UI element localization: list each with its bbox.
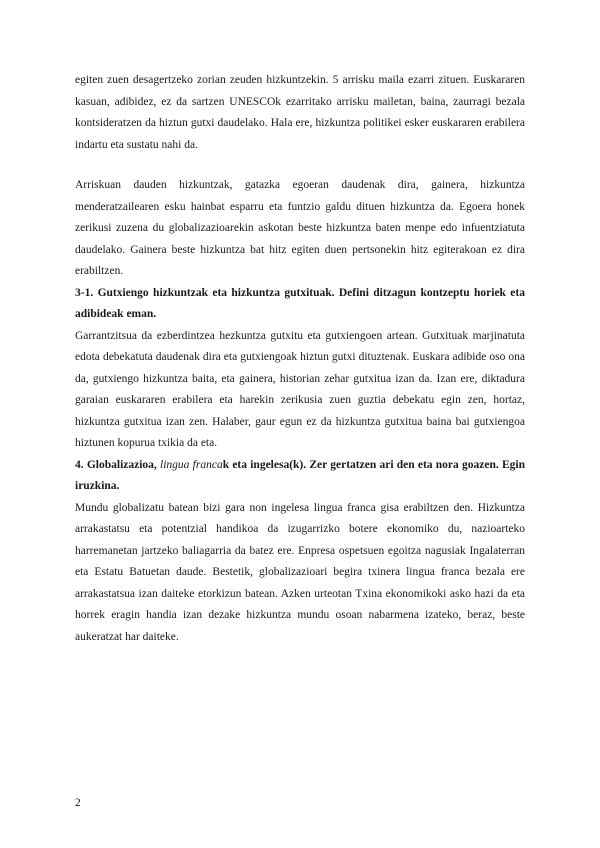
section-heading-globalization: [75, 455, 525, 498]
paragraph-endangered-languages: Arriskuan dauden hizkuntzak, gatazka egoeran daudenak dira, gainera, hizkuntza menderatzailearen esku hainbat esparru eta funtzio galdu dituen hizkuntza da. Egoera honek zerikusi zuzena du globalizazioarekin askotan beste hizkuntza baten menpe edo infuentziatuta daudelako. Gainera beste hizkuntza bat hitz egiten duen pertsonekin hitz egiterakoan ez dira erabiltzen.: [75, 179, 525, 277]
heading-italic-term: lingua franca: [160, 458, 223, 471]
section-heading-minority-languages: 3-1. Gutxiengo hizkuntzak eta hizkuntza gutxituak. Defini ditzagun kontzeptu horiek eta adibideak eman.: [75, 286, 525, 320]
heading-suffix: k eta ingelesa(k). Zer gertatzen ari den eta nora goazen. Egin iruzkina.: [75, 458, 525, 492]
page-body: [75, 70, 525, 648]
paragraph-minority-vs-minoritized: Garrantzitsua da ezberdintzea hezkuntza gutxitu eta gutxiengoen artean. Gutxituak marjinatuta edota debekatuta daudenak dira eta gutxiengoak hiztun gutxi dituztenak. Euskara adibide oso ona da, gutxiengo hizkuntza baita, eta gainera, historian zehar gutxitua izan da. Izan ere, diktadura garaian euskararen erabilera eta harekin zerikusia zuen guztia debekatu egin zen, hortaz, hizkuntza gutxitua izan zen. Halaber, gaur egun ez da hizkuntza gutxitua baina bai gutxiengoa hiztunen kopurua txikia da eta.: [75, 329, 525, 449]
paragraph-unesco-risk: egiten zuen desagertzeko zorian zeuden hizkuntzekin. 5 arrisku maila ezarri zituen. Euskararen kasuan, adibidez, ez da sartzen UNESCOk ezarritako arrisku mailetan, baina, zaurragi bezala kontsideratzen da hiztun gutxi daudelako. Hala ere, hizkuntza politikei esker euskararen erabilera indartu eta sustatu nahi da.: [75, 74, 525, 151]
paragraph-english-lingua-franca: Mundu globalizatu batean bizi gara non ingelesa lingua franca gisa erabiltzen den. Hizkuntza arrakastatsu eta potentzial handikoa da izugarrizko botere ekonomiko du, nazioarteko harremanetan jartzeko baliagarria da batez ere. Enpresa ospetsuen egoitza nagusiak Ingalaterran eta Estatu Batuetan daude. Bestetik, globalizazioari begira txinera lingua franca bezala ere arrakastatsua izan daiteke etorkizun batean. Azken urteotan Txina ekonomikoki asko hazi da eta horrek eragin handia izan dezake hizkuntza mundu osoan nabarmena izateko, beraz, beste aukeratzat har daiteke.: [75, 501, 525, 643]
heading-prefix: 4. Globalizazioa,: [75, 458, 161, 471]
page-number: 2: [75, 797, 81, 809]
